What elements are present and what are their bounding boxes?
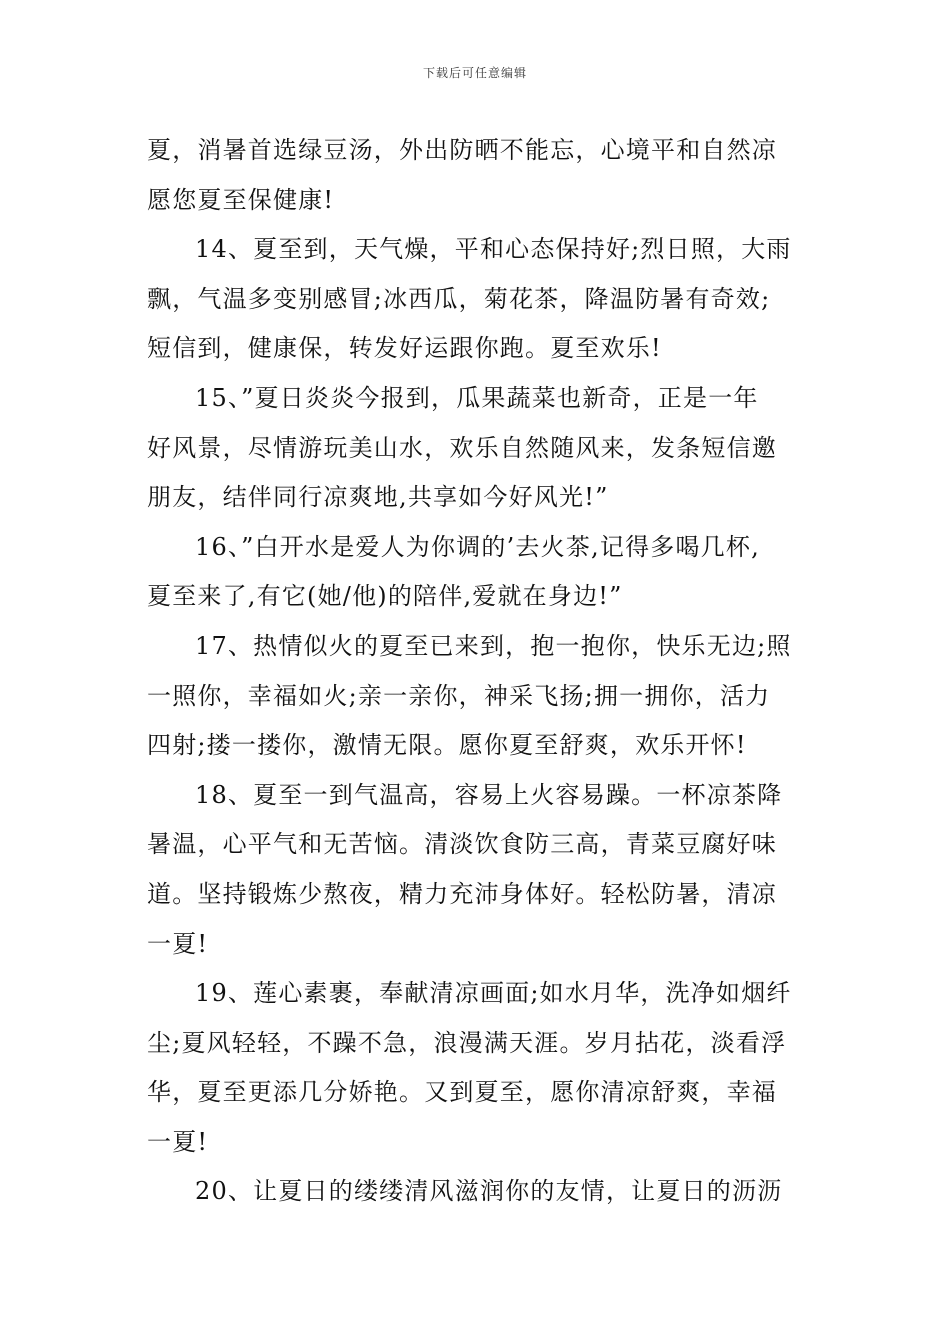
text-line: 15、”夏日炎炎今报到，瓜果蔬菜也新奇，正是一年 <box>195 383 759 412</box>
text-line: 华，夏至更添几分娇艳。又到夏至，愿你清凉舒爽，幸福 <box>147 1078 777 1107</box>
text-line: 愿您夏至保健康! <box>147 185 335 214</box>
text-line: 好风景，尽情游玩美山水，欢乐自然随风来，发条短信邀 <box>147 433 777 462</box>
text-line: 夏，消暑首选绿豆汤，外出防晒不能忘，心境平和自然凉 <box>147 136 777 164</box>
paragraph-17 <box>147 622 812 771</box>
text-line: 一照你，幸福如火;亲一亲你，神采飞扬;拥一拥你，活力 <box>147 681 771 710</box>
text-line: 17、热情似火的夏至已来到，抱一抱你，快乐无边;照 <box>195 631 792 660</box>
page-header: 下载后可任意编辑 <box>422 66 527 80</box>
text-line: 四射;搂一搂你，激情无限。愿你夏至舒爽，欢乐开怀! <box>147 731 747 760</box>
paragraph-14 <box>147 225 812 374</box>
paragraph-20 <box>147 1167 812 1217</box>
text-line: 短信到，健康保，转发好运跟你跑。夏至欢乐! <box>147 334 662 363</box>
paragraph-18 <box>147 771 812 969</box>
text-line: 一夏! <box>147 1127 209 1156</box>
paragraph-19 <box>147 969 812 1167</box>
text-line: 20、让夏日的缕缕清风滋润你的友情，让夏日的沥沥 <box>195 1177 783 1206</box>
paragraph-15 <box>147 374 812 523</box>
text-line: 尘;夏风轻轻，不躁不急，浪漫满天涯。岁月拈花，淡看浮 <box>147 1028 787 1057</box>
text-line: 夏至来了,有它(她/他)的陪伴,爱就在身边!” <box>147 582 623 611</box>
text-line: 16、”白开水是爱人为你调的’去火茶,记得多喝几杯, <box>195 532 760 561</box>
text-line: 一夏! <box>147 929 209 958</box>
document-body <box>147 126 812 1217</box>
paragraph-continuation <box>147 126 812 225</box>
text-line: 朋友，结伴同行凉爽地,共享如今好风光!” <box>147 483 609 512</box>
text-line: 暑温，心平气和无苦恼。清淡饮食防三高，青菜豆腐好味 <box>147 830 777 859</box>
text-line: 19、莲心素裹，奉献清凉画面;如水月华，洗净如烟纤 <box>195 979 792 1008</box>
text-line: 道。坚持锻炼少熬夜，精力充沛身体好。轻松防暑，清凉 <box>147 879 777 908</box>
text-line: 飘，气温多变别感冒;冰西瓜，菊花茶，降温防暑有奇效; <box>147 284 771 313</box>
paragraph-16 <box>147 523 812 622</box>
text-line: 14、夏至到，天气燥，平和心态保持好;烈日照，大雨 <box>195 235 792 264</box>
text-line: 18、夏至一到气温高，容易上火容易躁。一杯凉茶降 <box>195 780 783 809</box>
